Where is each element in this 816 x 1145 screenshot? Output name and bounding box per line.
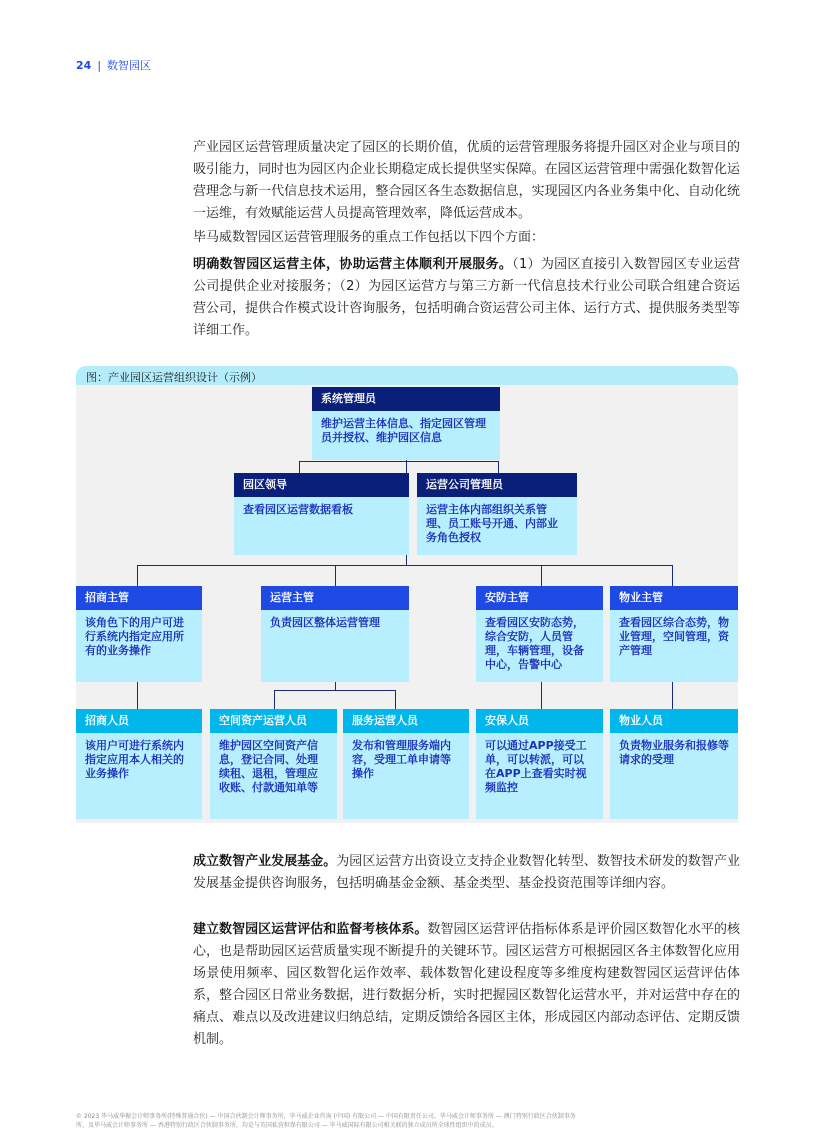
connector-service-staff [395,690,396,709]
paragraph-operator-heading: 明确数智园区运营主体，协助运营主体顺利开展服务。 [193,257,513,272]
connector-wy-staff [672,682,673,709]
connector-af-mgr [541,565,542,586]
paragraph-intro: 产业园区运营管理质量决定了园区的长期价值，优质的运营管理服务将提升园区对企业与项目的吸引能力，同时也为园区内企业长期稳定成长提供坚实保障。在园区运营管理中需强化数智化运营理念与新一代信息技术运用，整合园区各生态数据信息，实现园区内各业务集中化、自动化统一运维，有效赋能运营人员提高管理效率，降低运营成本。 [193,140,740,221]
org-box-space-staff [210,709,337,819]
paragraph-fund-heading: 成立数智产业发展基金。 [193,854,337,869]
org-box-service-staff [343,709,469,819]
footer-line-2: 所，及毕马威会计师事务所 — 香港特别行政区合伙制事务所，均是与英国私营担保有限公司 — 毕马威国际有限公司相关联的独立成员所全球性组织中的成员。 [76,1122,498,1129]
paragraph-operator-text: （1）为园区直接引入数智园区专业运营公司提供企业对接服务；（2）为园区运营方与第三方新一代信息技术行业公司联合组建合资运营公司，提供合作模式设计咨询服务，包括明确合资运营公司主体、运行方式、提供服务类型等详细工作。 [193,257,740,338]
org-box-leader [234,473,409,555]
org-box-zs-mgr [76,586,202,682]
header-separator: | [97,59,102,72]
org-box-title: 空间资产运营人员 [210,709,337,733]
connector-opsadmin [498,461,499,473]
org-box-desc: 运营主体内部组织关系管理、员工账号开通、内部业务角色授权 [417,497,577,555]
figure-title: 图：产业园区运营组织设计（示例） [86,371,262,384]
connector-space-staff [274,690,275,709]
org-box-desc: 维护运营主体信息、指定园区管理员并授权、维护园区信息 [312,411,500,460]
connector-zs-mgr [137,565,138,586]
org-box-desc: 负责园区整体运营管理 [261,610,409,682]
paragraph-fund [193,851,740,895]
org-box-yy-mgr [261,586,409,682]
paragraph-evaluation-heading: 建立数智园区运营评估和监督考核体系。 [193,922,428,937]
org-box-title: 运营主管 [261,586,409,610]
paragraph-lead: 毕马威数智园区运营管理服务的重点工作包括以下四个方面： [193,230,545,245]
org-box-title: 物业主管 [610,586,738,610]
org-box-desc: 该角色下的用户可进行系统内指定应用所有的业务操作 [76,610,202,682]
connector-managers-horizontal [137,565,673,566]
paragraph-operator [193,254,740,342]
org-box-title: 物业人员 [610,709,738,733]
org-box-desc: 可以通过APP接受工单，可以转派，可以在APP上查看实时视频监控 [476,733,603,819]
org-box-desc: 查看园区综合态势，物业管理，空间管理，资产管理 [610,610,738,682]
org-box-title: 服务运营人员 [343,709,469,733]
connector-yy-mgr [335,565,336,586]
section-title: 数智园区 [107,59,152,72]
org-box-af-mgr [476,586,603,682]
paragraph-evaluation [193,919,740,1051]
org-box-sysadmin [312,387,500,460]
org-box-desc: 查看园区安防态势，综合安防，人员管理，车辆管理，设备中心，告警中心 [476,610,603,682]
connector-af-staff [541,682,542,709]
org-box-title: 安保人员 [476,709,603,733]
org-box-title: 运营公司管理员 [417,473,577,497]
copyright-footer [76,1112,736,1130]
connector-wy-mgr [672,565,673,586]
org-box-wy-staff [610,709,738,819]
org-box-title: 安防主管 [476,586,603,610]
paragraph-fund-text: 为园区运营方出资设立支持企业数智化转型、数智技术研发的数智产业发展基金提供咨询服务，包括明确基金金额、基金类型、基金投资范围等详细内容。 [193,854,740,891]
org-box-desc: 发布和管理服务端内容，受理工单申请等操作 [343,733,469,819]
org-box-title: 招商主管 [76,586,202,610]
connector-yy-split [274,690,396,691]
page-number: 24 [76,59,92,72]
connector-leader [299,461,300,473]
org-box-opsadmin [417,473,577,555]
org-box-desc: 负责物业服务和报修等请求的受理 [610,733,738,819]
paragraph-evaluation-text: 数智园区运营评估指标体系是评价园区数智化水平的核心，也是帮助园区运营质量实现不断提升的关键环节。园区运营方可根据园区各主体数智化应用场景使用频率、园区数智化运作效率、载体数智化建设程度等多维度构建数智园区运营评估体系，整合园区日常业务数据，进行数据分析，实时把握园区数智化运营水平，并对运营中存在的痛点、难点以及改进建议归纳总结，定期反馈给各园区主体，形成园区内部动态评估、定期反馈机制。 [193,922,740,1047]
footer-line-1: © 2023 毕马威华振会计师事务所(特殊普通合伙) — 中国合伙制会计师事务所，毕马威企业咨询 (中国) 有限公司 — 中国有限责任公司，毕马威会计师事务所 — 澳门特别行政区合伙制事务 [76,1113,576,1120]
org-box-desc: 查看园区运营数据看板 [234,497,409,555]
org-box-af-staff [476,709,603,819]
org-box-title: 园区领导 [234,473,409,497]
connector-zs-staff [137,682,138,709]
org-box-title: 系统管理员 [312,387,500,411]
org-box-desc: 维护园区空间资产信息，登记合同、处理续租、退租，管理应收账、付款通知单等 [210,733,337,819]
org-box-title: 招商人员 [76,709,202,733]
org-box-desc: 该用户可进行系统内指定应用本人相关的业务操作 [76,733,202,819]
figure-title-bar [76,366,738,386]
org-box-wy-mgr [610,586,738,682]
org-box-zs-staff [76,709,202,819]
connector-mid-horizontal [299,461,499,462]
page-header [76,57,151,73]
